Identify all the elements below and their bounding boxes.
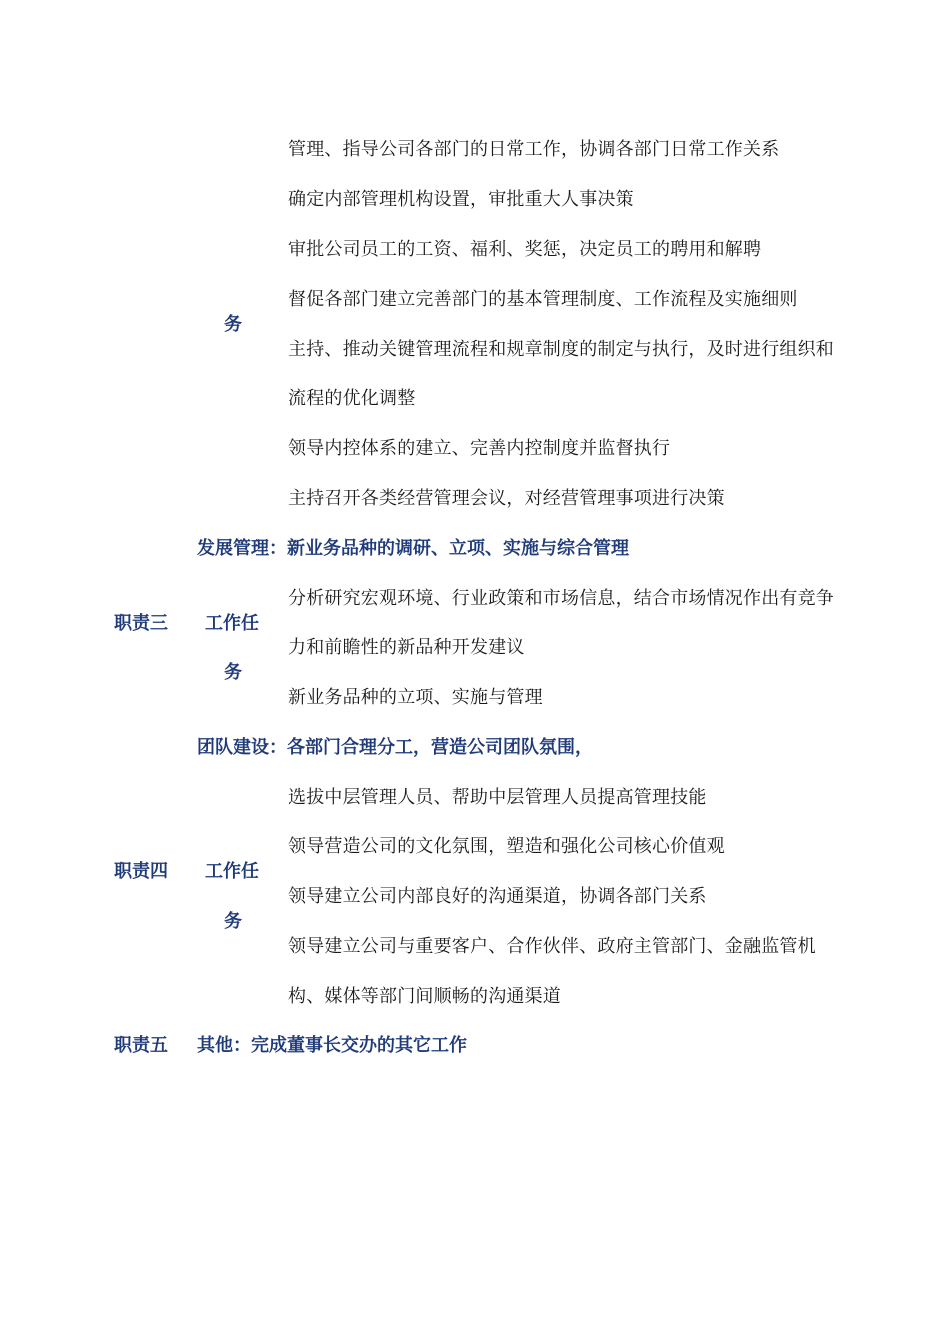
duty2-item: 领导内控体系的建立、完善内控制度并监督执行: [288, 438, 671, 459]
duty5-label: 职责五: [114, 1035, 168, 1056]
duty4-task-label-2: 务: [224, 911, 242, 932]
duty3-label: 职责三: [114, 613, 168, 634]
duty2-item: 督促各部门建立完善部门的基本管理制度、工作流程及实施细则: [288, 289, 798, 310]
duty2-item: 主持召开各类经营管理会议，对经营管理事项进行决策: [288, 488, 725, 509]
duty4-item: 领导营造公司的文化氛围，塑造和强化公司核心价值观: [288, 836, 725, 857]
duty4-item: 选拔中层管理人员、帮助中层管理人员提高管理技能: [288, 787, 707, 808]
duty5-heading: 其他：完成董事长交办的其它工作: [197, 1035, 467, 1056]
duty3-item: 新业务品种的立项、实施与管理: [288, 687, 543, 708]
duty3-item: 分析研究宏观环境、行业政策和市场信息，结合市场情况作出有竞争: [288, 588, 834, 609]
duty2-item: 审批公司员工的工资、福利、奖惩，决定员工的聘用和解聘: [288, 239, 762, 260]
duty4-item: 领导建立公司内部良好的沟通渠道，协调各部门关系: [288, 886, 707, 907]
duty3-heading: 发展管理：新业务品种的调研、立项、实施与综合管理: [197, 538, 629, 559]
duty2-item: 管理、指导公司各部门的日常工作，协调各部门日常工作关系: [288, 139, 780, 160]
duty2-item: 确定内部管理机构设置，审批重大人事决策: [288, 189, 634, 210]
duty4-heading: 团队建设：各部门合理分工，营造公司团队氛围，: [197, 737, 593, 758]
duty2-task-label: 务: [224, 314, 242, 335]
duty4-label: 职责四: [114, 861, 168, 882]
duty4-item: 领导建立公司与重要客户、合作伙伴、政府主管部门、金融监管机: [288, 936, 816, 957]
duty2-item: 主持、推动关键管理流程和规章制度的制定与执行，及时进行组织和: [288, 339, 834, 360]
duty4-task-label: 工作任: [205, 861, 259, 882]
duty2-item: 流程的优化调整: [288, 388, 416, 409]
duty4-item: 构、媒体等部门间顺畅的沟通渠道: [288, 986, 561, 1007]
duty3-task-label-2: 务: [224, 662, 242, 683]
duty3-item: 力和前瞻性的新品种开发建议: [288, 637, 525, 658]
duty3-task-label: 工作任: [205, 613, 259, 634]
